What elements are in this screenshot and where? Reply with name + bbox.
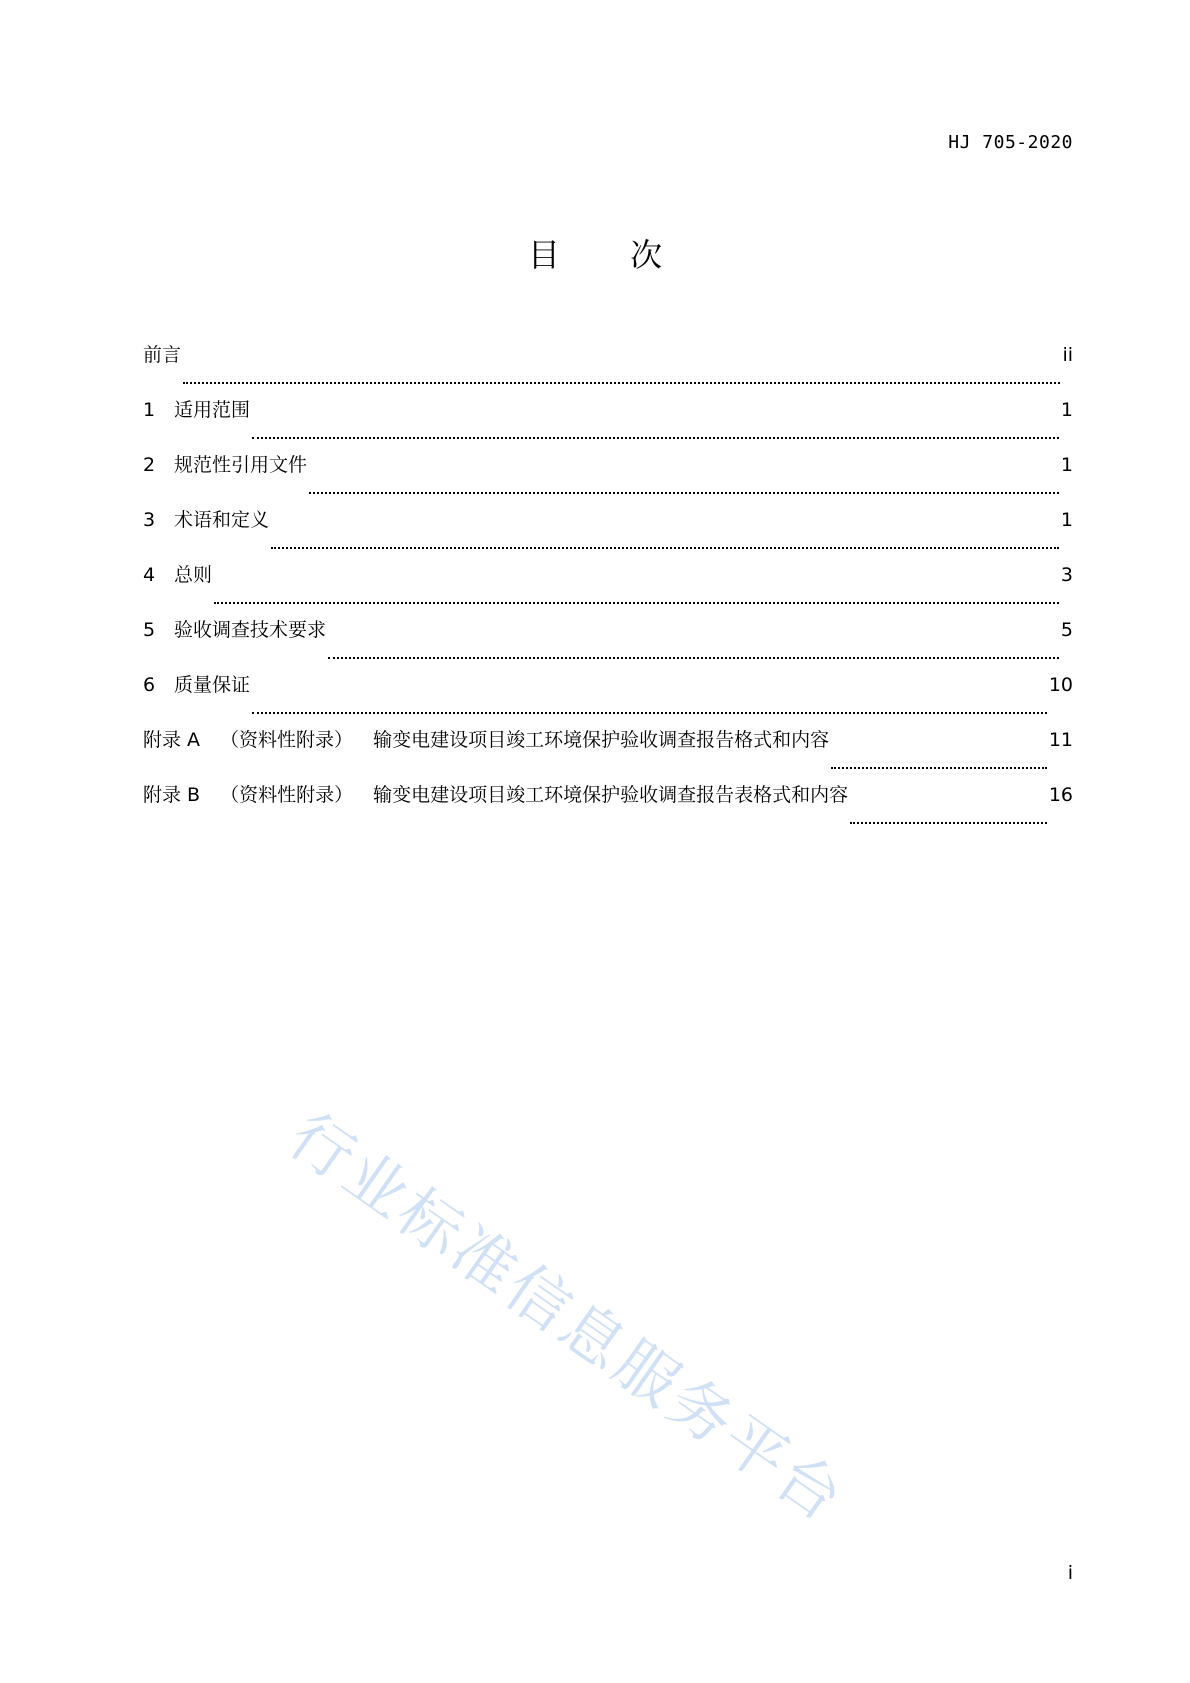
toc-entry-title: 前言 — [143, 344, 182, 366]
dot-leader — [183, 382, 1060, 384]
dot-leader — [252, 437, 1059, 439]
toc-entry-number: 附录 A — [143, 729, 201, 751]
toc-entry-title: 输变电建设项目竣工环境保护验收调查报告表格式和内容 — [373, 784, 849, 806]
toc-entry-number: 5 — [143, 619, 156, 641]
watermark: 行业标准信息服务平台 — [276, 1098, 859, 1538]
toc-entry-number: 4 — [143, 564, 156, 586]
page-number: i — [1067, 1562, 1073, 1584]
toc-entry-page: ii — [1062, 344, 1073, 366]
toc-entry-3[interactable] — [143, 505, 1073, 560]
toc-entry-number: 附录 B — [143, 784, 201, 806]
toc-entry-6[interactable] — [143, 670, 1073, 725]
toc-entry-title: 验收调查技术要求 — [174, 619, 327, 641]
toc-entry-number: 6 — [143, 674, 156, 696]
toc-entry-appendix-b[interactable] — [143, 780, 1073, 835]
toc-entry-title: 总则 — [174, 564, 213, 586]
toc-entry-2[interactable] — [143, 450, 1073, 505]
toc-entry-page: 16 — [1048, 784, 1073, 806]
dot-leader — [214, 602, 1059, 604]
toc-entry-5[interactable] — [143, 615, 1073, 670]
toc-entry-page: 1 — [1060, 399, 1073, 421]
toc-entry-page: 3 — [1060, 564, 1073, 586]
toc-entry-number: 1 — [143, 399, 156, 421]
toc-entry-page: 10 — [1048, 674, 1073, 696]
toc-entry-1[interactable] — [143, 395, 1073, 450]
dot-leader — [328, 657, 1059, 659]
toc-entry-title: 质量保证 — [174, 674, 251, 696]
dot-leader — [252, 712, 1047, 714]
toc-entry-number: 3 — [143, 509, 156, 531]
toc-entry-page: 1 — [1060, 509, 1073, 531]
toc-entry-appendix-a[interactable] — [143, 725, 1073, 780]
dot-leader — [309, 492, 1059, 494]
toc-entry-4[interactable] — [143, 560, 1073, 615]
dot-leader — [831, 767, 1047, 769]
toc-entry-title: 术语和定义 — [174, 509, 270, 531]
toc-entry-page: 5 — [1060, 619, 1073, 641]
toc-entry-annex-type: （资料性附录） — [220, 729, 354, 751]
dot-leader — [271, 547, 1059, 549]
document-code: HJ 705-2020 — [948, 132, 1073, 153]
toc-entry-annex-type: （资料性附录） — [220, 784, 354, 806]
page-title: 目 次 — [527, 236, 693, 274]
dot-leader — [850, 822, 1047, 824]
toc-entry-title: 适用范围 — [174, 399, 251, 421]
toc-entry-title: 规范性引用文件 — [174, 454, 308, 476]
toc-entry-page: 11 — [1048, 729, 1073, 751]
toc-entry-page: 1 — [1060, 454, 1073, 476]
toc-entry-foreword[interactable] — [143, 340, 1073, 395]
toc-entry-number: 2 — [143, 454, 156, 476]
toc-entry-title: 输变电建设项目竣工环境保护验收调查报告格式和内容 — [373, 729, 830, 751]
table-of-contents — [143, 340, 1073, 835]
